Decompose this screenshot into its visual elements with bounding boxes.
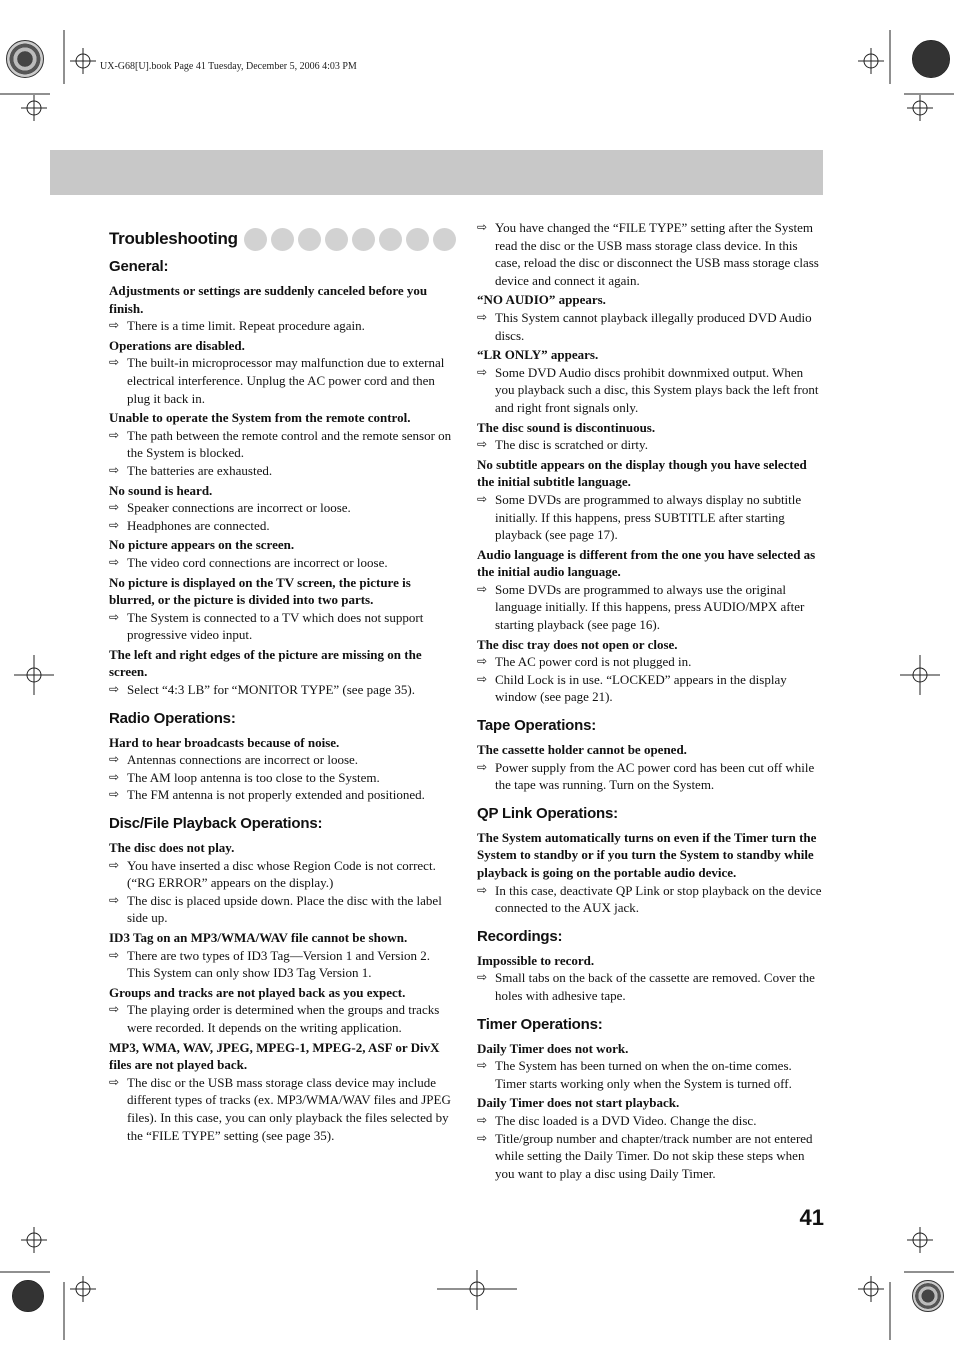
answer-item <box>477 882 824 917</box>
answer-item <box>109 517 455 535</box>
header-band <box>50 150 823 195</box>
section-heading: General: <box>109 258 169 275</box>
decorative-dot-icon <box>406 228 429 251</box>
arrow-icon: ⇨ <box>477 1112 488 1127</box>
arrow-icon: ⇨ <box>477 581 488 596</box>
decorative-dot-icon <box>271 228 294 251</box>
answer-text: Power supply from the AC power cord has been cut off while the tape was running. Turn on the System. <box>495 759 815 793</box>
arrow-icon: ⇨ <box>477 437 488 452</box>
arrow-icon: ⇨ <box>109 500 120 515</box>
answer-item <box>109 354 455 407</box>
arrow-icon: ⇨ <box>109 318 120 333</box>
answer-text: There are two types of ID3 Tag—Version 1 and Version 2. This System can only show ID3 Tag Version 1. <box>127 947 430 981</box>
answer-item <box>109 1074 455 1144</box>
arrow-icon: ⇨ <box>109 947 120 962</box>
arrow-icon: ⇨ <box>109 857 120 872</box>
arrow-icon: ⇨ <box>477 970 488 985</box>
answer-text: Title/group number and chapter/track number are not entered while setting the Daily Timer. Do not skip these steps when you want to play a disc using Daily Timer. <box>495 1130 813 1181</box>
answer-text: Child Lock is in use. “LOCKED” appears in the display window (see page 21). <box>495 671 787 705</box>
answer-text: In this case, deactivate QP Link or stop playback on the device connected to the AUX jack. <box>495 882 822 916</box>
decorative-dot-icon <box>379 228 402 251</box>
answer-item <box>477 364 824 417</box>
problem-text: No picture is displayed on the TV screen, the picture is blurred, or the picture is divided into two parts. <box>109 574 411 608</box>
problem-text: Adjustments or settings are suddenly canceled before you finish. <box>109 283 428 316</box>
problem-text: “LR ONLY” appears. <box>477 347 599 363</box>
answer-item <box>477 1057 824 1092</box>
problem-text: No picture appears on the screen. <box>109 537 295 553</box>
answer-text: The built-in microprocessor may malfunction due to external electrical interference. Unplug the AC power cord and then plug it back in. <box>127 355 445 406</box>
problem-text: Hard to hear broadcasts because of noise. <box>109 734 340 750</box>
section-heading: Disc/File Playback Operations: <box>109 815 323 833</box>
arrow-icon: ⇨ <box>109 769 120 784</box>
problem-text: The disc sound is discontinuous. <box>477 419 656 435</box>
page-number: 41 <box>799 1205 824 1230</box>
answer-text: You have changed the “FILE TYPE” setting after the System read the disc or the USB mass storage class device. In this case, reload the disc or disconnect the USB mass storage class device and connect it again. <box>495 220 819 288</box>
answer-item <box>477 759 824 794</box>
arrow-icon: ⇨ <box>477 364 488 379</box>
answer-item <box>477 436 824 454</box>
answer-text: This System cannot playback illegally produced DVD Audio discs. <box>495 309 812 343</box>
right-sections <box>477 219 824 1182</box>
left-sections <box>109 257 455 1144</box>
answer-text: The video cord connections are incorrect or loose. <box>127 554 388 570</box>
problem-text: The left and right edges of the picture are missing on the screen. <box>109 646 422 680</box>
decorative-dot-icon <box>298 228 321 251</box>
answer-text: Small tabs on the back of the cassette are removed. Cover the holes with adhesive tape. <box>495 970 815 1003</box>
arrow-icon: ⇨ <box>477 491 488 506</box>
answer-text: The disc is placed upside down. Place the disc with the label side up. <box>127 892 442 926</box>
answer-text: Antennas connections are incorrect or loose. <box>127 752 359 768</box>
answer-item <box>109 462 455 480</box>
answer-item <box>109 769 455 787</box>
arrow-icon: ⇨ <box>109 1002 120 1017</box>
answer-item <box>477 309 824 344</box>
answer-text: The disc loaded is a DVD Video. Change the disc. <box>495 1112 757 1128</box>
arrow-icon: ⇨ <box>477 220 488 234</box>
section-heading: Timer Operations: <box>477 1015 603 1033</box>
answer-text: The System has been turned on when the on-time comes. Timer starts working only when the System is turned off. <box>495 1058 792 1091</box>
decorative-dot-icon <box>352 228 375 251</box>
answer-item <box>477 1130 824 1183</box>
section-heading: Tape Operations: <box>477 717 597 735</box>
section-heading: Radio Operations: <box>109 709 236 727</box>
answer-text: The AM loop antenna is too close to the System. <box>127 769 380 785</box>
answer-item <box>109 1001 455 1036</box>
problem-text: “NO AUDIO” appears. <box>477 292 606 308</box>
answer-text: Speaker connections are incorrect or loose. <box>127 500 351 516</box>
arrow-icon: ⇨ <box>477 671 488 686</box>
answer-item <box>477 1112 824 1130</box>
answer-text: The disc or the USB mass storage class device may include different types of tracks (ex. MP3/WMA/WAV files and JPEG files). In this case, you can only playback the files selected by the “FILE TYPE” setting (see page 35). <box>127 1074 451 1143</box>
answer-item <box>109 499 455 517</box>
arrow-icon: ⇨ <box>477 882 488 897</box>
page-title: Troubleshooting <box>109 229 238 249</box>
arrow-icon: ⇨ <box>109 427 120 442</box>
problem-text: The cassette holder cannot be opened. <box>477 742 687 758</box>
answer-item <box>477 219 824 289</box>
answer-text: You have inserted a disc whose Region Code is not correct. (“RG ERROR” appears on the display.) <box>127 857 436 891</box>
problem-text: Operations are disabled. <box>109 337 245 353</box>
problem-text: Daily Timer does not work. <box>477 1040 629 1056</box>
title-row <box>109 225 455 253</box>
problem-text: Impossible to record. <box>477 952 595 968</box>
arrow-icon: ⇨ <box>477 309 488 324</box>
answer-text: The path between the remote control and the remote sensor on the System is blocked. <box>127 427 452 461</box>
arrow-icon: ⇨ <box>109 682 120 697</box>
answer-item <box>109 786 455 804</box>
problem-text: Groups and tracks are not played back as you expect. <box>109 984 406 1000</box>
answer-text: The System is connected to a TV which does not support progressive video input. <box>127 609 424 643</box>
answer-item <box>477 653 824 671</box>
book-info-line: UX-G68[U].book Page 41 Tuesday, December 5, 2006 4:03 PM <box>100 61 357 72</box>
answer-text: Some DVDs are programmed to always display no subtitle initially. If this happens, press SUBTITLE after starting playback (see page 17). <box>495 491 802 543</box>
arrow-icon: ⇨ <box>109 752 120 767</box>
problem-text: MP3, WMA, WAV, JPEG, MPEG-1, MPEG-2, ASF or DivX files are not played back. <box>109 1039 440 1073</box>
problem-text: ID3 Tag on an MP3/WMA/WAV file cannot be shown. <box>109 930 408 945</box>
problem-text: The System automatically turns on even if the Timer turn the System to standby or if you turn the System to standby while playback is going on the portable audio device. <box>477 829 817 880</box>
arrow-icon: ⇨ <box>109 787 120 802</box>
answer-text: The FM antenna is not properly extended and positioned. <box>127 787 425 803</box>
arrow-icon: ⇨ <box>109 517 120 532</box>
problem-text: Daily Timer does not start playback. <box>477 1095 680 1111</box>
answer-item <box>109 554 455 572</box>
answer-item <box>477 671 824 706</box>
answer-text: The AC power cord is not plugged in. <box>495 654 692 670</box>
answer-text: Some DVDs are programmed to always use the original language initially. If this happens, press AUDIO/MPX after starting playback (see page 16). <box>495 581 805 633</box>
answer-item <box>109 947 455 982</box>
decorative-dot-icon <box>433 228 456 251</box>
arrow-icon: ⇨ <box>109 462 120 477</box>
answer-item <box>109 317 455 335</box>
section-heading: Recordings: <box>477 927 563 945</box>
answer-item <box>109 609 455 644</box>
decorative-dot-icon <box>244 228 267 251</box>
arrow-icon: ⇨ <box>477 1058 488 1073</box>
arrow-icon: ⇨ <box>109 1074 120 1089</box>
answer-text: The playing order is determined when the groups and tracks were recorded. It depends on the writing application. <box>127 1002 440 1035</box>
answer-item <box>477 581 824 634</box>
decorative-dot-icon <box>325 228 348 251</box>
arrow-icon: ⇨ <box>109 355 120 370</box>
left-column <box>109 225 455 1144</box>
problem-text: The disc tray does not open or close. <box>477 636 678 652</box>
arrow-icon: ⇨ <box>477 1130 488 1145</box>
answer-text: The batteries are exhausted. <box>127 462 273 478</box>
answer-item <box>477 969 824 1004</box>
problem-text: The disc does not play. <box>109 840 235 856</box>
problem-text: Audio language is different from the one you have selected as the initial audio language. <box>477 546 816 580</box>
answer-item <box>109 427 455 462</box>
arrow-icon: ⇨ <box>109 554 120 569</box>
problem-text: No subtitle appears on the display though you have selected the initial subtitle language. <box>477 456 807 490</box>
problem-text: No sound is heard. <box>109 482 213 498</box>
answer-text: Select “4:3 LB” for “MONITOR TYPE” (see page 35). <box>127 682 415 698</box>
arrow-icon: ⇨ <box>109 609 120 624</box>
answer-text: Some DVD Audio discs prohibit downmixed output. When you playback such a disc, this System plays back the left front and right front signals only. <box>495 364 819 415</box>
answer-text: The disc is scratched or dirty. <box>495 437 648 453</box>
problem-text: Unable to operate the System from the remote control. <box>109 410 411 426</box>
answer-item <box>109 892 455 927</box>
answer-text: There is a time limit. Repeat procedure again. <box>127 318 365 334</box>
arrow-icon: ⇨ <box>477 759 488 774</box>
title-dots <box>244 228 456 251</box>
answer-item <box>477 491 824 544</box>
answer-text: Headphones are connected. <box>127 517 270 533</box>
answer-item <box>109 681 455 699</box>
answer-item <box>109 857 455 892</box>
right-column <box>477 219 824 1182</box>
section-heading: QP Link Operations: <box>477 804 618 822</box>
arrow-icon: ⇨ <box>477 654 488 669</box>
arrow-icon: ⇨ <box>109 892 120 907</box>
answer-item <box>109 751 455 769</box>
